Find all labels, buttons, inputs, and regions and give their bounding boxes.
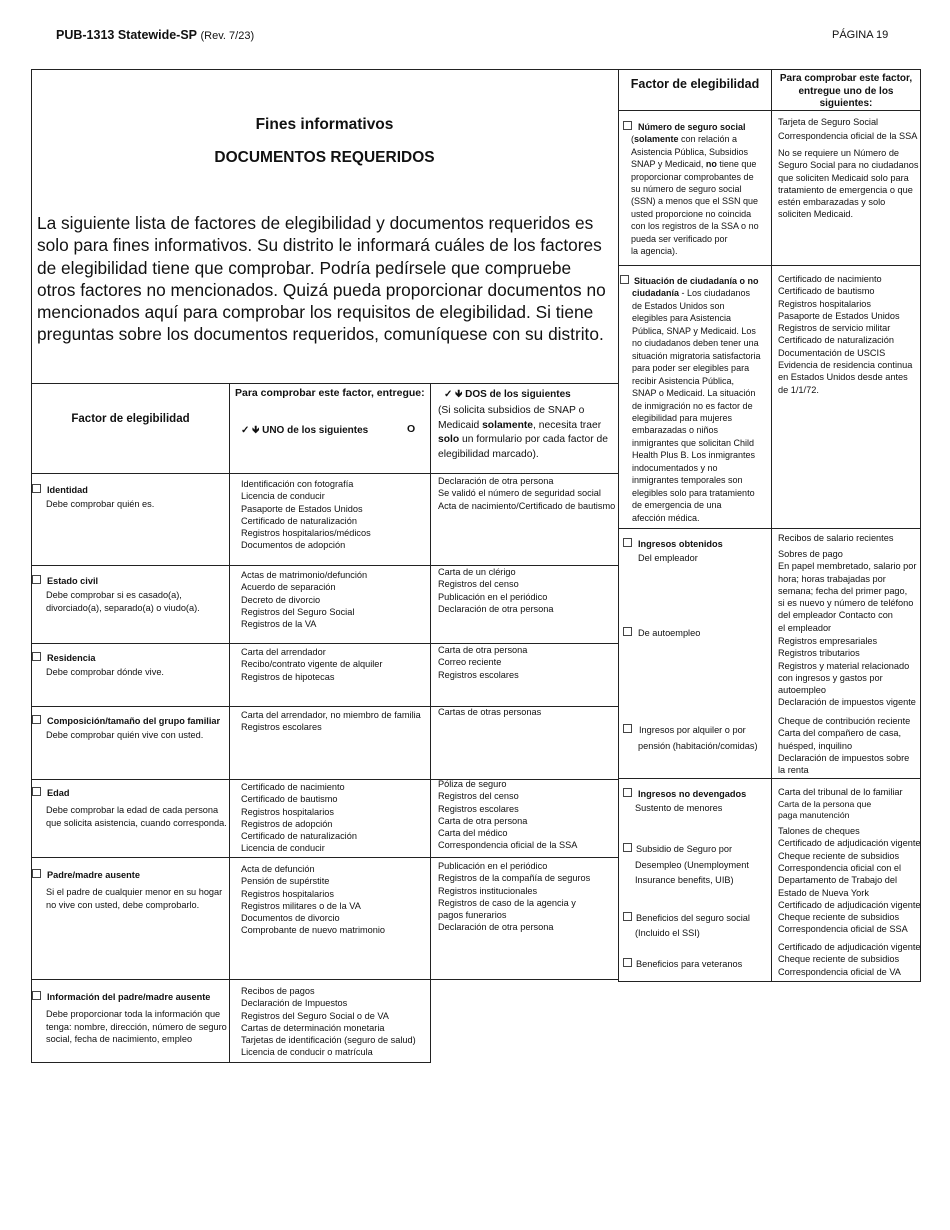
page-number: PÁGINA 19 <box>832 29 889 41</box>
household-docs-one: Carta del arrendador, no miembro de familia Registros escolares <box>241 710 421 733</box>
earned-rental-docs: Cheque de contribución reciente Carta del compañero de casa, huésped, inquilino Declaración de impuestos sobre la renta <box>778 716 911 776</box>
checkbox[interactable] <box>623 121 632 130</box>
age-docs-one: Certificado de nacimiento Certificado de bautismo Registros hospitalarios Registros de adopción Certificado de naturalización Licencia de conducir <box>241 782 357 854</box>
desc-bold: no <box>705 159 717 170</box>
unearned-uib-label: Subsidio de Seguro por Desempleo (Unemployment Insurance benefits, UIB) <box>635 844 749 885</box>
note-part: un formulario por cada factor de elegibilidad marcado). <box>438 434 608 460</box>
factor-desc: Debe proporcionar toda la información que tenga: nombre, dirección, número de seguro social, fecha de nacimiento, empleo <box>46 1009 227 1044</box>
checkbox[interactable] <box>32 652 41 661</box>
form-code: PUB-1313 Statewide-SP <box>56 28 198 42</box>
citizenship-text <box>620 275 769 524</box>
unearned-ss-label: Beneficios del seguro social (Incluido el SSI) <box>635 913 750 938</box>
checkbox[interactable] <box>32 991 41 1000</box>
citizenship-docs: Certificado de nacimiento Certificado de bautismo Registros hospitalarios Pasaporte de Estados Unidos Registros de servicio militar Certificado de naturalización Documentación de USCIS Evidencia de residencia continua en Estados Unidos desde antes de 1/1/72. <box>778 274 913 395</box>
col-two-note <box>438 404 616 462</box>
note-part: (Si solicita subsidios de SNAP o Medicaid <box>438 405 585 431</box>
factor-desc: Si el padre de cualquier menor en su hogar no vive con usted, debe comprobarlo. <box>46 887 223 910</box>
factor-title: Estado civil <box>47 576 99 586</box>
factor-title: Padre/madre ausente <box>47 870 140 880</box>
unearned-uib-docs: Correspondencia oficial con el Departamento de Trabajo del Estado de Nueva York Certificado de adjudicación vigente Cheque reciente de subsidios Correspondencia oficial de SSA <box>778 863 921 935</box>
checkbox[interactable] <box>623 724 632 733</box>
checkbox[interactable] <box>32 787 41 796</box>
col-one-or: O <box>407 423 416 435</box>
unearned-support: Sustento de menores <box>635 803 723 814</box>
note-part: , necesita traer <box>533 419 602 431</box>
factor-title: Identidad <box>47 485 88 495</box>
checkbox[interactable] <box>32 715 41 724</box>
form-revision: (Rev. 7/23) <box>200 30 255 42</box>
col-two-header: ✓ 🡻 DOS de los siguientes <box>444 389 571 400</box>
residence-docs-two: Carta de otra persona Correo reciente Registros escolares <box>438 645 528 680</box>
identity-docs-one: Identificación con fotografía Licencia de conducir Pasaporte de Estados Unidos Certificado de naturalización Registros hospitalarios/médicos Documentos de adopción <box>241 479 371 551</box>
unearned-docs-a: Carta del tribunal de lo familiar <box>778 787 903 797</box>
factor-desc: Debe comprobar quién es. <box>46 499 155 510</box>
checkbox[interactable] <box>623 958 632 967</box>
checkbox[interactable] <box>32 484 41 493</box>
unearned-docs-b: Carta de la persona que paga manutención <box>778 799 872 821</box>
col-one-header: Para comprobar este factor, entregue: <box>235 387 425 399</box>
earned-rental <box>623 722 758 754</box>
checkbox[interactable] <box>623 627 632 636</box>
factor-desc: Debe comprobar si es casado(a), divorciado(a), separado(a) o viudo(a). <box>46 590 200 613</box>
identity-docs-two: Declaración de otra persona Se validó el número de seguridad social Acta de nacimiento/Certificado de bautismo <box>438 476 616 511</box>
factor-desc: Debe comprobar quién vive con usted. <box>46 730 204 741</box>
note-bold: solo <box>438 434 460 445</box>
desc-part: con relación a Asistencia Pública, Subsidios SNAP y Medicaid, <box>631 134 749 170</box>
marital-docs-two: Carta de un clérigo Registros del censo Publicación en el periódico Declaración de otra persona <box>438 567 554 614</box>
factor-citizenship <box>620 275 769 524</box>
ssn-desc <box>623 133 769 257</box>
ssn-note: No se requiere un Número de Seguro Social para no ciudadanos que soliciten Medicaid solo para tratamiento de emergencia o que estén embarazadas y solo soliciten Medicaid. <box>778 148 919 220</box>
unearned-docs-c: Talones de cheques Certificado de adjudicación vigente Cheque reciente de subsidios <box>778 826 921 861</box>
desc-part: tiene que proporcionar comprobantes de su número de seguro social (SSN) a menos que el SSN que usted proporcione no coincida con los registros de la SSA o no pueda ser verificado por la agencia). <box>631 159 759 256</box>
factor-unearned-income <box>623 788 769 815</box>
col-one-sub: ✓ 🡻 UNO de los siguientes <box>241 425 369 436</box>
note-bold: solamente <box>482 419 534 431</box>
factor-title: Situación de ciudadanía o no ciudadanía <box>632 276 759 299</box>
checkbox[interactable] <box>32 575 41 584</box>
residence-docs-one: Carta del arrendador Recibo/contrato vigente de alquiler Registros de hipotecas <box>241 647 383 682</box>
checkbox[interactable] <box>623 912 632 921</box>
factor-age <box>32 787 228 829</box>
factor-earned-income <box>623 538 769 565</box>
form-id <box>56 28 254 42</box>
factor-identity <box>32 484 228 511</box>
factor-title: Edad <box>47 788 70 798</box>
factor-absent-parent <box>32 869 228 911</box>
earned-docs-b: Sobres de pago En papel membretado, salario por hora; horas trabajadas por semana; fecha del primer pago, si es nuevo y número de teléfono del empleador Contacto con el empleador <box>778 549 917 633</box>
checkbox[interactable] <box>623 788 632 797</box>
factor-title: Número de seguro social <box>638 122 746 132</box>
earned-self <box>623 627 700 639</box>
factor-desc: Debe comprobar dónde vive. <box>46 667 164 678</box>
intro-paragraph: La siguiente lista de factores de elegibilidad y documentos requeridos es solo para fines informativos. Su distrito le informará cuáles de los factores de elegibilidad tiene que comprobar. Podría pedírsele que compruebe otros factores no mencionados. Quizá pueda proporcionar documentos no mencionados aquí para comprobar los requisitos de elegibilidad. Si tiene preguntas sobre los documentos requeridos, comuníquese con su distrito. <box>37 213 606 345</box>
checkbox[interactable] <box>32 869 41 878</box>
factor-ssn <box>623 121 769 257</box>
intro-subtitle: DOCUMENTOS REQUERIDOS <box>214 149 435 166</box>
household-docs-two: Cartas de otras personas <box>438 707 542 717</box>
factor-title: Ingresos obtenidos <box>638 539 723 549</box>
factor-household <box>32 715 228 742</box>
checkbox[interactable] <box>620 275 629 284</box>
earned-self-label: De autoempleo <box>638 628 701 638</box>
unearned-ss <box>623 911 750 941</box>
unearned-uib <box>623 842 749 889</box>
marital-docs-one: Actas de matrimonio/defunción Acuerdo de separación Decreto de divorcio Registros del Seguro Social Registros de la VA <box>241 570 368 630</box>
factor-absent-parent-info <box>32 991 228 1045</box>
right-col-factor-header: Factor de elegibilidad <box>630 77 760 91</box>
earned-rental-label: Ingresos por alquiler o por pensión (habitación/comidas) <box>638 725 758 751</box>
factor-title: Residencia <box>47 653 96 663</box>
checkbox[interactable] <box>623 538 632 547</box>
ssn-docs: Tarjeta de Seguro Social Correspondencia oficial de la SSA <box>778 117 918 141</box>
factor-desc: Debe comprobar la edad de cada persona que solicita asistencia, cuando corresponda. <box>46 805 227 828</box>
desc-bold: solamente <box>634 134 679 145</box>
checkbox[interactable] <box>623 843 632 852</box>
absent-parent-info-docs: Recibos de pagos Declaración de Impuestos Registros del Seguro Social o de VA Cartas de determinación monetaria Tarjetas de identificación (seguro de salud) Licencia de conducir o matrícula <box>241 986 416 1058</box>
absent-parent-docs-two: Publicación en el periódico Registros de la compañía de seguros Registros institucionales Registros de caso de la agencia y pagos funerarios Declaración de otra persona <box>438 861 591 933</box>
earned-self-docs: Registros empresariales Registros tributarios Registros y material relacionado con ingresos y gastos por autoempleo Declaración de impuestos vigente <box>778 636 916 708</box>
desc-part: ( <box>631 134 634 145</box>
factor-desc: - Los ciudadanos de Estados Unidos son elegibles para Asistencia Pública, SNAP y Medicaid. Los no ciudadanos deben tener una situación migratoria satisfactoria para poder ser elegibles para recibir Asistencia Pública, SNAP o Medicaid. La situación de inmigración no es factor de elegibilidad para mujeres embarazadas o niños inmigrantes que solicitan Child Health Plus B. Los inmigrantes indocumentados y no inmigrantes temporales son elegibles solo para tratamiento de emergencia de una afección médica. <box>632 288 761 523</box>
right-col-docs-header: Para comprobar este factor, entregue uno de los siguientes: <box>779 73 913 109</box>
col-factor-header: Factor de elegibilidad <box>71 413 190 425</box>
factor-marital-status <box>32 575 228 614</box>
absent-parent-docs-one: Acta de defunción Pensión de supérstite Registros hospitalarios Registros militares o de la VA Documentos de divorcio Comprobante de nuevo matrimonio <box>241 864 386 936</box>
intro-title: Fines informativos <box>255 116 394 133</box>
earned-employer: Del empleador <box>638 553 698 564</box>
factor-residence <box>32 652 228 679</box>
unearned-vet <box>623 958 742 970</box>
factor-title: Información del padre/madre ausente <box>47 992 211 1002</box>
earned-docs-a: Recibos de salario recientes <box>778 533 894 543</box>
factor-title: Ingresos no devengados <box>638 789 747 799</box>
factor-title: Composición/tamaño del grupo familiar <box>47 716 221 726</box>
unearned-vet-label: Beneficios para veteranos <box>636 959 743 969</box>
unearned-vet-docs: Certificado de adjudicación vigente Cheque reciente de subsidios Correspondencia oficial de VA <box>778 942 921 977</box>
age-docs-two: Póliza de seguro Registros del censo Registros escolares Carta de otra persona Carta del médico Correspondencia oficial de la SSA <box>438 779 578 851</box>
